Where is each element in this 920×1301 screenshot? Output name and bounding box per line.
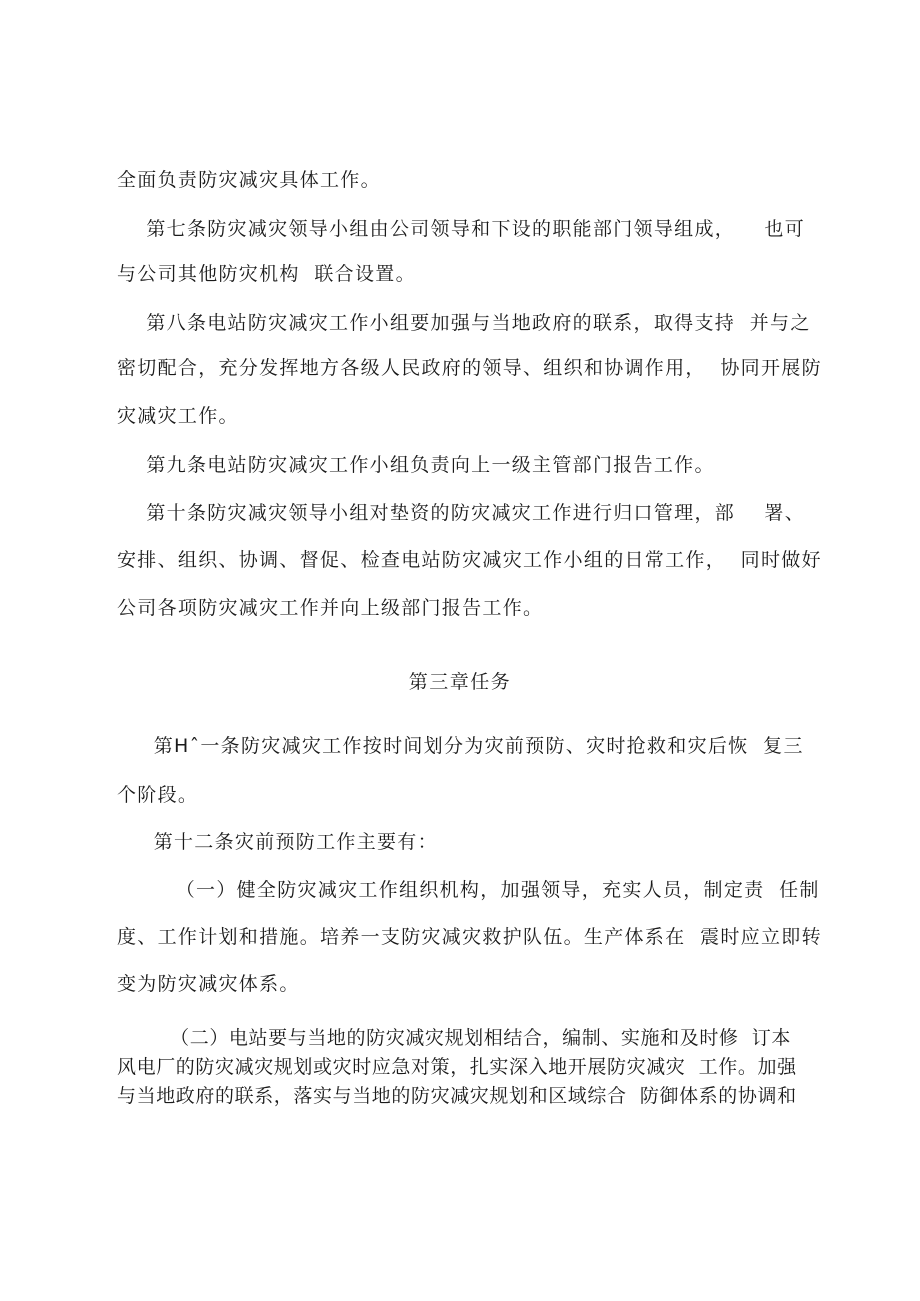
text-line-11: 第Hˆ一条防灾减灾工作按时间划分为灾前预防、灾时抢救和灾后恢 复三 — [117, 735, 804, 757]
text-line-10: 公司各项防灾减灾工作并向上级部门报告工作。 — [117, 597, 544, 619]
text-line-14: （一）健全防灾减灾工作组织机构，加强领导，充实人员，制定责 任制 — [117, 879, 820, 901]
text-line-4: 第八条电站防灾减灾工作小组要加强与当地政府的联系，取得支持 并与之 — [117, 312, 811, 334]
text-line-13: 第十二条灾前预防工作主要有： — [117, 831, 438, 853]
text-line-2: 第七条防灾减灾领导小组由公司领导和下设的职能部门领导组成， 也可 — [117, 218, 806, 240]
text-line-17: （二）电站要与当地的防灾减灾规划相结合，编制、实施和及时修 订本 — [117, 1027, 791, 1049]
text-line-6: 灾减灾工作。 — [117, 405, 239, 427]
text-line-9: 安排、组织、协调、督促、检查电站防灾减灾工作小组的日常工作， 同时做好 — [117, 549, 822, 571]
chapter-heading: 第三章任务 — [408, 671, 512, 693]
text-line-8: 第十条防灾减灾领导小组对垫资的防灾减灾工作进行归口管理，部 署、 — [117, 502, 806, 524]
text-line-7: 第九条电站防灾减灾工作小组负责向上一级主管部门报告工作。 — [117, 454, 715, 476]
text-line-12: 个阶段。 — [117, 784, 199, 806]
text-line-3: 与公司其他防灾机构 联合设置。 — [117, 263, 416, 285]
text-line-1: 全面负责防灾减灾具体工作。 — [117, 169, 381, 191]
text-line-16: 变为防灾减灾体系。 — [117, 973, 300, 995]
text-line-5: 密切配合，充分发挥地方各级人民政府的领导、组织和协调作用， 协同开展防 — [117, 357, 822, 379]
text-line-15: 度、工作计划和措施。培养一支防灾减灾救护队伍。生产体系在 震时应立即转 — [117, 926, 822, 948]
text-line-19: 与当地政府的联系，落实与当地的防灾减灾规划和区域综合 防御体系的协调和 — [117, 1085, 797, 1107]
text-line-18: 风电厂的防灾减灾规划或灾时应急对策，扎实深入地开展防灾减灾 工作。加强 — [117, 1056, 797, 1078]
